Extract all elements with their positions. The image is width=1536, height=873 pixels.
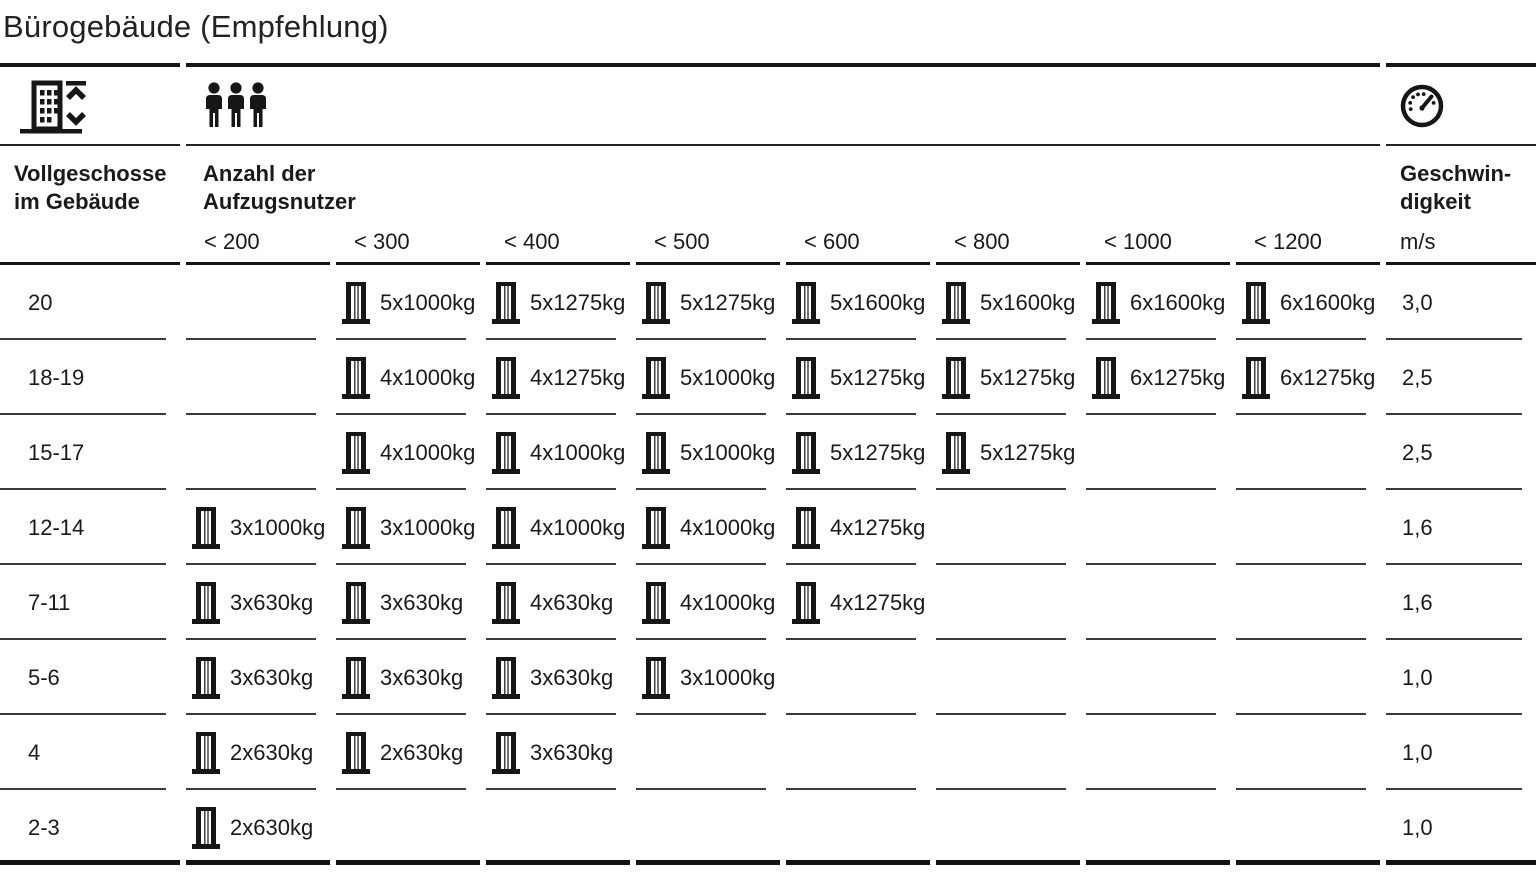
elevator-config-cell (186, 565, 330, 640)
floors-value: 7-11 (28, 589, 71, 615)
elevator-door-icon (642, 432, 670, 474)
speed-cell (1386, 340, 1536, 415)
elevator-config-label: 5x1275kg (980, 364, 1076, 390)
floors-value: 5-6 (28, 664, 60, 690)
user-column-header (1086, 226, 1230, 265)
speedometer-icon (1400, 84, 1444, 128)
speed-value: 2,5 (1402, 364, 1433, 390)
elevator-door-icon (342, 432, 370, 474)
elevator-config-cell (936, 340, 1080, 415)
user-column-header-label: < 1000 (1104, 229, 1172, 254)
elevator-config-cell (1236, 415, 1380, 490)
elevator-config-cell (1236, 490, 1380, 565)
table-row (0, 565, 1536, 640)
subheader-spacer (0, 226, 180, 265)
elevator-door-icon (342, 282, 370, 324)
elevator-config-cell (1236, 640, 1380, 715)
elevator-config-label: 4x1000kg (530, 439, 626, 465)
elevator-config-label: 3x630kg (530, 739, 614, 765)
floors-cell (0, 790, 180, 865)
speed-value: 1,0 (1402, 814, 1433, 840)
elevator-door-icon (642, 507, 670, 549)
speed-value: 1,0 (1402, 664, 1433, 690)
elevator-door-icon (792, 357, 820, 399)
user-column-header-label: < 500 (654, 229, 710, 254)
elevator-door-icon (942, 432, 970, 474)
elevator-config-cell (336, 640, 480, 715)
table-body (0, 265, 1536, 865)
speed-value: 1,6 (1402, 589, 1433, 615)
floors-cell (0, 715, 180, 790)
elevator-door-icon (492, 357, 520, 399)
floors-cell (0, 265, 180, 340)
floors-value: 12-14 (28, 514, 85, 540)
elevator-config-cell (636, 715, 780, 790)
elevator-config-label: 4x1275kg (830, 589, 926, 615)
elevator-config-label: 5x1275kg (980, 439, 1076, 465)
speed-value: 1,0 (1402, 739, 1433, 765)
elevator-door-icon (192, 732, 220, 774)
elevator-config-cell (1236, 340, 1380, 415)
elevator-config-cell (1086, 490, 1230, 565)
elevator-config-cell (336, 715, 480, 790)
elevator-config-cell (336, 265, 480, 340)
speed-header (1386, 146, 1536, 226)
floors-value: 4 (28, 739, 41, 765)
speed-cell (1386, 265, 1536, 340)
elevator-config-cell (936, 265, 1080, 340)
elevator-config-label: 4x1000kg (380, 439, 476, 465)
speed-cell (1386, 790, 1536, 865)
speed-cell (1386, 715, 1536, 790)
elevator-config-label: 2x630kg (230, 739, 314, 765)
user-column-header (786, 226, 930, 265)
elevator-door-icon (1092, 282, 1120, 324)
elevator-config-label: 3x630kg (230, 664, 314, 690)
floors-cell (0, 415, 180, 490)
speed-icon-cell (1386, 63, 1536, 146)
elevator-config-cell (636, 640, 780, 715)
elevator-config-label: 3x630kg (230, 589, 314, 615)
elevator-config-cell (786, 640, 930, 715)
elevator-door-icon (492, 582, 520, 624)
elevator-config-label: 6x1275kg (1280, 364, 1376, 390)
elevator-config-cell (486, 715, 630, 790)
elevator-config-cell (1086, 340, 1230, 415)
elevator-config-cell (636, 490, 780, 565)
elevator-config-cell (1236, 790, 1380, 865)
speed-cell (1386, 565, 1536, 640)
elevator-config-cell (186, 265, 330, 340)
user-column-header-label: < 200 (204, 229, 260, 254)
elevator-door-icon (492, 282, 520, 324)
elevator-config-label: 2x630kg (230, 814, 314, 840)
floors-value: 2-3 (28, 814, 60, 840)
elevator-config-label: 4x630kg (530, 589, 614, 615)
user-column-header (936, 226, 1080, 265)
user-column-header-label: < 300 (354, 229, 410, 254)
elevator-config-cell (186, 340, 330, 415)
elevator-config-label: 4x1000kg (680, 514, 776, 540)
elevator-config-cell (786, 265, 930, 340)
elevator-config-label: 3x630kg (530, 664, 614, 690)
elevator-config-cell (936, 640, 1080, 715)
text-header-row (0, 146, 1536, 226)
elevator-config-cell (336, 415, 480, 490)
elevator-config-label: 6x1600kg (1280, 289, 1376, 315)
elevator-config-cell (636, 565, 780, 640)
elevator-config-label: 4x1000kg (680, 589, 776, 615)
elevator-door-icon (192, 507, 220, 549)
elevator-door-icon (1242, 357, 1270, 399)
elevator-config-cell (1086, 415, 1230, 490)
elevator-config-cell (1086, 265, 1230, 340)
elevator-config-label: 6x1600kg (1130, 289, 1226, 315)
icon-header-row (0, 63, 1536, 146)
elevator-config-cell (486, 415, 630, 490)
elevator-door-icon (942, 357, 970, 399)
elevator-config-label: 4x1000kg (380, 364, 476, 390)
elevator-config-label: 5x1275kg (530, 289, 626, 315)
elevator-config-cell (186, 640, 330, 715)
elevator-config-cell (1086, 565, 1230, 640)
elevator-config-cell (186, 490, 330, 565)
speed-cell (1386, 490, 1536, 565)
page-title: Bürogebäude (Empfehlung) (3, 9, 389, 44)
elevator-door-icon (342, 732, 370, 774)
elevator-config-cell (936, 790, 1080, 865)
elevator-config-cell (1086, 640, 1230, 715)
floors-cell (0, 490, 180, 565)
elevator-config-label: 6x1275kg (1130, 364, 1226, 390)
elevator-config-label: 5x1275kg (830, 364, 926, 390)
floors-cell (0, 565, 180, 640)
three-people-icon (203, 82, 269, 129)
user-column-header-label: < 600 (804, 229, 860, 254)
elevator-door-icon (342, 507, 370, 549)
elevator-door-icon (792, 432, 820, 474)
elevator-door-icon (492, 507, 520, 549)
elevator-config-cell (186, 715, 330, 790)
user-column-header-label: < 800 (954, 229, 1010, 254)
speed-header-line1: Geschwin- (1400, 161, 1512, 186)
elevator-door-icon (342, 657, 370, 699)
elevator-config-cell (1236, 565, 1380, 640)
user-column-header (186, 226, 330, 265)
elevator-door-icon (342, 357, 370, 399)
floors-cell (0, 640, 180, 715)
floors-header-label: Vollgeschosse im Gebäude (14, 161, 167, 214)
elevator-config-cell (636, 340, 780, 415)
elevator-door-icon (642, 357, 670, 399)
user-column-header-label: < 1200 (1254, 229, 1322, 254)
elevator-config-cell (636, 415, 780, 490)
elevator-config-cell (936, 490, 1080, 565)
speed-value: 2,5 (1402, 439, 1433, 465)
floors-icon-cell (0, 63, 180, 146)
elevator-config-cell (186, 790, 330, 865)
recommendation-table (0, 63, 1536, 865)
elevator-door-icon (792, 507, 820, 549)
speed-cell (1386, 415, 1536, 490)
elevator-config-cell (636, 265, 780, 340)
user-column-header (336, 226, 480, 265)
users-group-header-label: Anzahl der Aufzugsnutzer (203, 161, 356, 214)
elevator-door-icon (492, 732, 520, 774)
elevator-config-label: 5x1000kg (680, 364, 776, 390)
elevator-config-cell (936, 715, 1080, 790)
speed-cell (1386, 640, 1536, 715)
elevator-config-cell (786, 415, 930, 490)
table-row (0, 715, 1536, 790)
elevator-config-label: 5x1275kg (680, 289, 776, 315)
elevator-door-icon (192, 807, 220, 849)
elevator-config-label: 3x1000kg (230, 514, 326, 540)
speed-value: 3,0 (1402, 289, 1433, 315)
elevator-config-label: 3x1000kg (380, 514, 476, 540)
elevator-door-icon (492, 657, 520, 699)
elevator-config-label: 5x1000kg (380, 289, 476, 315)
elevator-config-cell (186, 415, 330, 490)
elevator-door-icon (1242, 282, 1270, 324)
elevator-door-icon (792, 582, 820, 624)
elevator-config-cell (1086, 790, 1230, 865)
subheader-row (0, 226, 1536, 265)
elevator-door-icon (642, 582, 670, 624)
elevator-config-label: 4x1275kg (830, 514, 926, 540)
elevator-config-cell (486, 265, 630, 340)
floors-header (0, 146, 180, 226)
elevator-config-cell (1236, 715, 1380, 790)
user-column-header (1236, 226, 1380, 265)
elevator-door-icon (942, 282, 970, 324)
elevator-config-label: 3x630kg (380, 589, 464, 615)
elevator-config-cell (786, 490, 930, 565)
elevator-config-cell (636, 790, 780, 865)
floors-value: 18-19 (28, 364, 85, 390)
speed-header-line2: digkeit (1400, 189, 1471, 214)
elevator-config-cell (786, 790, 930, 865)
elevator-config-label: 5x1000kg (680, 439, 776, 465)
elevator-config-cell (936, 415, 1080, 490)
elevator-config-cell (336, 565, 480, 640)
user-column-header (636, 226, 780, 265)
elevator-config-cell (336, 490, 480, 565)
user-column-header-label: < 400 (504, 229, 560, 254)
elevator-config-cell (486, 340, 630, 415)
elevator-config-cell (336, 790, 480, 865)
elevator-door-icon (642, 282, 670, 324)
users-icon-cell (186, 63, 1380, 146)
elevator-config-label: 4x1000kg (530, 514, 626, 540)
elevator-config-cell (786, 340, 930, 415)
elevator-door-icon (642, 657, 670, 699)
elevator-config-label: 2x630kg (380, 739, 464, 765)
elevator-config-label: 5x1600kg (830, 289, 926, 315)
floors-value: 15-17 (28, 439, 85, 465)
elevator-config-label: 4x1275kg (530, 364, 626, 390)
elevator-config-cell (786, 565, 930, 640)
elevator-door-icon (1092, 357, 1120, 399)
elevator-door-icon (792, 282, 820, 324)
elevator-door-icon (342, 582, 370, 624)
building-elevator-icon (20, 77, 86, 135)
table-row (0, 790, 1536, 865)
speed-unit: m/s (1386, 226, 1536, 265)
elevator-config-cell (486, 565, 630, 640)
elevator-config-cell (786, 715, 930, 790)
elevator-config-cell (1086, 715, 1230, 790)
floors-value: 20 (28, 289, 53, 315)
elevator-config-label: 3x630kg (380, 664, 464, 690)
table-row (0, 340, 1536, 415)
elevator-config-cell (936, 565, 1080, 640)
elevator-door-icon (492, 432, 520, 474)
elevator-config-cell (486, 790, 630, 865)
users-group-header (186, 146, 1380, 226)
elevator-config-label: 3x1000kg (680, 664, 776, 690)
table-row (0, 415, 1536, 490)
elevator-config-label: 5x1600kg (980, 289, 1076, 315)
elevator-door-icon (192, 582, 220, 624)
speed-value: 1,6 (1402, 514, 1433, 540)
elevator-config-label: 5x1275kg (830, 439, 926, 465)
user-column-header (486, 226, 630, 265)
floors-cell (0, 340, 180, 415)
elevator-config-cell (486, 490, 630, 565)
elevator-door-icon (192, 657, 220, 699)
table-row (0, 640, 1536, 715)
table-row (0, 490, 1536, 565)
elevator-config-cell (1236, 265, 1380, 340)
table-row (0, 265, 1536, 340)
elevator-config-cell (486, 640, 630, 715)
elevator-config-cell (336, 340, 480, 415)
